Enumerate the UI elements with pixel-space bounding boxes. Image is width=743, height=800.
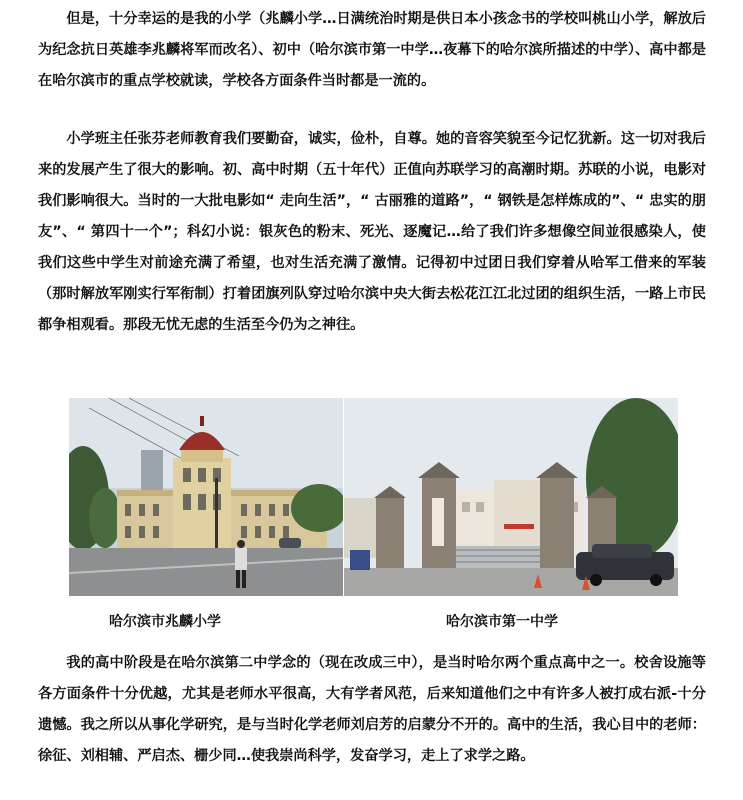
paragraph-schools: 但是，十分幸运的是我的小学（兆麟小学…日满统治时期是供日本小孩念书的学校叫桃山小学，解放后为纪念抗日英雄李兆麟将军而改名）、初中（哈尔滨市第一中学…夜幕下的哈尔滨所描述的中学）、高中都是在哈尔滨市的重点学校就读，学校各方面条件当时都是一流的。 <box>38 11 706 89</box>
paragraph-teachers-and-films: 小学班主任张芬老师教育我们要勤奋，诚实，俭朴，自尊。她的音容笑貌至今记忆犹新。这一切对我后来的发展产生了很大的影响。初、高中时期（五十年代）正值向苏联学习的高潮时期。苏联的小说，电影对我们影响很大。当时的一大批电影如“ 走向生活”，“ 古丽雅的道路”，“ 钢铁是怎样炼成的”、“ 忠实的朋友”、“ 第四十一个”；科幻小说：银灰色的粉末、死光、逐魔记…给了我们许多想像空间並很感染人，使我们这些中学生对前途充满了希望，也对生活充满了激情。记得初中过团日我们穿着从哈军工借来的军装（那时解放军刚实行军衔制）打着团旗列队穿过哈尔滨中央大街去松花江江北过团的组织生活，一路上市民都争相观看。那段无忧无虑的生活至今仍为之神往。 <box>38 131 706 333</box>
paragraph-high-school: 我的高中阶段是在哈尔滨第二中学念的（现在改成三中），是当时哈尔两个重点高中之一。校舍设施等各方面条件十分优越，尤其是老师水平很高，大有学者风范，后来知道他们之中有许多人被打成右派-十分遗憾。我之所以从事化学研究，是与当时化学老师刘启芳的启蒙分不开的。高中的生活，我心目中的老师：徐征、刘相辅、严启杰、栅少同…使我崇尚科学，发奋学习，走上了求学之路。 <box>38 655 706 764</box>
zhaolin-school-photo <box>69 398 343 596</box>
first-middle-school-photo <box>344 398 678 596</box>
zhaolin-school-caption: 哈尔滨市兆麟小学 <box>109 614 221 630</box>
first-middle-school-caption: 哈尔滨市第一中学 <box>446 614 558 630</box>
